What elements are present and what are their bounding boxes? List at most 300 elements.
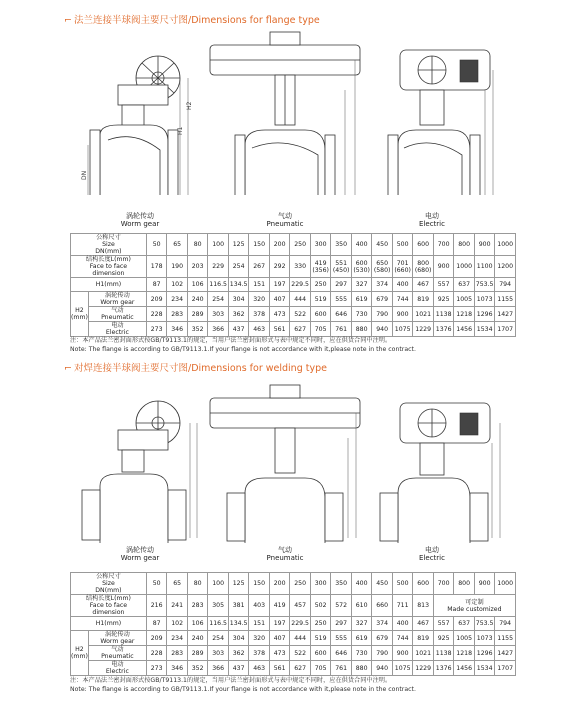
cell-line: Face to face (89, 263, 128, 270)
h2-cell: 790 (372, 646, 393, 661)
h2-cell: 1138 (433, 646, 454, 661)
cell-line: 结构长度L(mm) (85, 256, 131, 263)
h2-cell: 366 (208, 661, 229, 676)
h2-cell: 679 (372, 292, 393, 307)
h2-cell: 555 (331, 292, 352, 307)
h2-cell: 1075 (392, 322, 413, 337)
h2-sub-header (88, 322, 146, 337)
h2-cell: 273 (146, 322, 167, 337)
face-cell (331, 256, 352, 278)
h2-cell: 555 (331, 631, 352, 646)
h2-cell: 627 (290, 322, 311, 337)
face-cell: 241 (167, 595, 188, 617)
h2-cell: 519 (310, 631, 331, 646)
size-cell: 200 (269, 234, 290, 256)
h2-cell: 925 (433, 292, 454, 307)
h2-cell: 1229 (413, 661, 434, 676)
pneumatic-welding-drawing (210, 385, 360, 543)
h2-cell: 600 (310, 307, 331, 322)
h2-header (71, 292, 89, 337)
h2-cell: 473 (269, 307, 290, 322)
size-row (71, 573, 516, 595)
h2-cell: 228 (146, 646, 167, 661)
h2-cell: 1376 (433, 322, 454, 337)
h2-row (71, 646, 516, 661)
h2-cell: 254 (208, 292, 229, 307)
h2-cell: 444 (290, 292, 311, 307)
h2-cell: 744 (392, 631, 413, 646)
h2-cell: 819 (413, 631, 434, 646)
h2-cell: 561 (269, 661, 290, 676)
h2-cell: 1376 (433, 661, 454, 676)
h1-cell: 297 (331, 278, 352, 292)
dim-h2-label: H2 (186, 101, 193, 110)
h1-cell: 151 (249, 617, 270, 631)
size-cell: 800 (454, 234, 475, 256)
h1-cell: 327 (351, 617, 372, 631)
h1-header: H1(mm) (71, 617, 147, 631)
h1-cell: 557 (433, 278, 454, 292)
h1-cell: 197 (269, 617, 290, 631)
h2-cell: 1707 (495, 661, 516, 676)
h2-cell: 304 (228, 292, 249, 307)
h2-cell: 362 (228, 646, 249, 661)
h2-cell: 646 (331, 307, 352, 322)
cell-line: dimension (92, 270, 125, 277)
face-cell: 216 (146, 595, 167, 617)
size-header (71, 573, 147, 595)
h1-cell: 400 (392, 617, 413, 631)
cell-line: Electric (105, 329, 129, 336)
cell-line: (mm) (71, 314, 88, 321)
h1-cell: 116.5 (208, 617, 229, 631)
h1-cell: 467 (413, 617, 434, 631)
electric-flange-drawing (388, 50, 493, 195)
h2-cell: 1138 (433, 307, 454, 322)
caption-en: Electric (419, 220, 445, 228)
h2-cell: 744 (392, 292, 413, 307)
h2-header (71, 631, 89, 676)
h2-cell: 761 (331, 322, 352, 337)
note-cn: 注：本产品法兰密封面形式按GB/T9113.1的规定，当用户法兰密封面形式与表中规定不同时，应在供货合同中注明。 (70, 677, 392, 684)
face-cell (351, 256, 372, 278)
section-mark-icon: ⌐ (64, 363, 72, 374)
h2-cell: 1155 (495, 292, 516, 307)
cell-line: (450) (332, 266, 350, 274)
h2-cell: 1073 (474, 292, 495, 307)
cell-line: 电动 (111, 322, 124, 329)
h2-cell: 289 (187, 646, 208, 661)
cell-line: 公称尺寸 (96, 573, 121, 580)
h2-sub-header (88, 307, 146, 322)
h2-cell: 705 (310, 661, 331, 676)
size-cell: 450 (372, 573, 393, 595)
face-row (71, 595, 516, 617)
h1-cell: 229.5 (290, 617, 311, 631)
h2-row (71, 631, 516, 646)
note-en: Note: The flange is according to GB/T9113.1.If your flange is not accordance with it,please note in the contract. (70, 346, 416, 353)
h1-cell: 151 (249, 278, 270, 292)
cell-line: 551 (335, 259, 348, 267)
cell-line: 701 (396, 259, 409, 267)
h2-cell: 1296 (474, 646, 495, 661)
h2-cell: 1296 (474, 307, 495, 322)
size-cell: 65 (167, 573, 188, 595)
h1-cell: 106 (187, 278, 208, 292)
h2-cell: 1229 (413, 322, 434, 337)
caption-en: Electric (419, 554, 445, 562)
face-cell: 900 (433, 256, 454, 278)
h1-cell: 400 (392, 278, 413, 292)
h2-cell: 378 (249, 307, 270, 322)
h2-cell: 283 (167, 646, 188, 661)
caption-en: Worm gear (120, 554, 160, 562)
face-cell: 190 (167, 256, 188, 278)
size-cell: 1000 (495, 234, 516, 256)
size-cell: 200 (269, 573, 290, 595)
h2-sub-header (88, 646, 146, 661)
h1-row (71, 278, 516, 292)
h2-cell: 730 (351, 646, 372, 661)
caption-electric (392, 212, 472, 228)
h2-cell: 790 (372, 307, 393, 322)
note-en: Note: The flange is according to GB/T9113.1.If your flange is not accordance with it,please note in the contract. (70, 686, 416, 693)
welding-note (70, 676, 416, 694)
caption-pneumatic (245, 212, 325, 228)
face-cell: 403 (249, 595, 270, 617)
h2-cell: 240 (187, 631, 208, 646)
flange-title-text: 法兰连接半球阀主要尺寸图/Dimensions for flange type (74, 15, 320, 26)
size-cell: 100 (208, 573, 229, 595)
face-header (71, 256, 147, 278)
h1-cell: 297 (331, 617, 352, 631)
h2-cell: 646 (331, 646, 352, 661)
caption-worm-gear (100, 212, 180, 228)
h2-cell: 1021 (413, 646, 434, 661)
h1-cell: 134.5 (228, 278, 249, 292)
h2-row (71, 661, 516, 676)
h2-cell: 925 (433, 631, 454, 646)
cell-line: DN(mm) (95, 248, 122, 255)
h1-cell: 102 (167, 617, 188, 631)
h2-cell: 1534 (474, 661, 495, 676)
welding-section-title (64, 360, 327, 374)
face-cell (310, 256, 331, 278)
cell-line: Pneumatic (101, 653, 134, 660)
face-cell: 1200 (495, 256, 516, 278)
h1-cell: 250 (310, 617, 331, 631)
h2-cell: 679 (372, 631, 393, 646)
h2-cell: 473 (269, 646, 290, 661)
cell-line: H2 (75, 307, 84, 314)
size-cell: 800 (454, 573, 475, 595)
size-cell: 150 (249, 573, 270, 595)
h2-cell: 1075 (392, 661, 413, 676)
h1-cell: 374 (372, 278, 393, 292)
h1-cell: 250 (310, 278, 331, 292)
h2-cell: 463 (249, 322, 270, 337)
size-cell: 250 (290, 573, 311, 595)
face-cell: 381 (228, 595, 249, 617)
h2-cell: 352 (187, 322, 208, 337)
size-cell: 125 (228, 234, 249, 256)
cell-line: 可定制 (465, 598, 484, 606)
h2-cell: 1427 (495, 307, 516, 322)
h1-cell: 637 (454, 617, 475, 631)
h2-cell: 1005 (454, 631, 475, 646)
face-row (71, 256, 516, 278)
h1-cell: 197 (269, 278, 290, 292)
cell-line: Pneumatic (101, 314, 134, 321)
cell-line: Size (102, 241, 115, 248)
h2-sub-header (88, 631, 146, 646)
h2-cell: 304 (228, 631, 249, 646)
cell-line: H2 (75, 646, 84, 653)
custom-cell (433, 595, 515, 617)
h1-cell: 102 (167, 278, 188, 292)
face-cell: 1000 (454, 256, 475, 278)
cell-line: (356) (312, 266, 329, 274)
caption-worm-gear (100, 546, 180, 562)
h2-cell: 463 (249, 661, 270, 676)
size-cell: 600 (413, 573, 434, 595)
h1-cell: 753.5 (474, 278, 495, 292)
size-cell: 250 (290, 234, 311, 256)
h2-cell: 362 (228, 307, 249, 322)
cell-line: (530) (353, 266, 370, 274)
size-cell: 50 (146, 234, 167, 256)
face-cell: 711 (392, 595, 413, 617)
h2-cell: 407 (269, 292, 290, 307)
face-header (71, 595, 147, 617)
h1-cell: 87 (146, 617, 167, 631)
h2-cell: 320 (249, 292, 270, 307)
size-cell: 300 (310, 234, 331, 256)
size-cell: 500 (392, 234, 413, 256)
cell-line: (580) (373, 266, 391, 274)
cell-line: (mm) (71, 653, 88, 660)
h2-cell: 619 (351, 292, 372, 307)
h2-cell: 730 (351, 307, 372, 322)
caption-en: Pneumatic (266, 554, 304, 562)
size-cell: 900 (474, 234, 495, 256)
face-cell: 419 (269, 595, 290, 617)
h1-cell: 753.5 (474, 617, 495, 631)
h1-cell: 327 (351, 278, 372, 292)
h2-cell: 519 (310, 292, 331, 307)
h2-cell: 1218 (454, 646, 475, 661)
face-cell: 292 (269, 256, 290, 278)
cell-line: 气动 (111, 307, 124, 314)
electric-welding-drawing (380, 403, 500, 543)
cell-line: 419 (314, 259, 327, 267)
h1-cell: 557 (433, 617, 454, 631)
cell-line: DN(mm) (95, 587, 122, 594)
size-cell: 80 (187, 573, 208, 595)
h2-cell: 1456 (454, 322, 475, 337)
h2-cell: 437 (228, 322, 249, 337)
worm-gear-flange-drawing (81, 56, 193, 195)
size-cell: 450 (372, 234, 393, 256)
flange-dimension-table (70, 233, 516, 337)
caption-cn: 涡轮传动 (126, 212, 154, 220)
cell-line: 气动 (111, 646, 124, 653)
h1-cell: 106 (187, 617, 208, 631)
h2-cell: 561 (269, 322, 290, 337)
size-cell: 150 (249, 234, 270, 256)
face-cell: 267 (249, 256, 270, 278)
h1-cell: 229.5 (290, 278, 311, 292)
face-cell (413, 256, 434, 278)
h2-cell: 522 (290, 646, 311, 661)
h2-cell: 1021 (413, 307, 434, 322)
face-cell: 254 (228, 256, 249, 278)
h2-cell: 940 (372, 661, 393, 676)
cell-line: 涡轮传动 (105, 292, 130, 299)
cell-line: 涡轮传动 (105, 631, 130, 638)
cell-line: (660) (394, 266, 411, 274)
size-row (71, 234, 516, 256)
size-cell: 125 (228, 573, 249, 595)
h2-cell: 1707 (495, 322, 516, 337)
cell-line: dimension (92, 609, 125, 616)
caption-cn: 气动 (278, 546, 292, 554)
size-cell: 700 (433, 573, 454, 595)
caption-pneumatic (245, 546, 325, 562)
h2-cell: 819 (413, 292, 434, 307)
h2-row (71, 307, 516, 322)
h1-cell: 116.5 (208, 278, 229, 292)
size-cell: 900 (474, 573, 495, 595)
caption-electric (392, 546, 472, 562)
pneumatic-flange-drawing (210, 32, 360, 195)
size-cell: 400 (351, 573, 372, 595)
h1-row (71, 617, 516, 631)
h2-cell: 627 (290, 661, 311, 676)
face-cell: 330 (290, 256, 311, 278)
face-cell: 283 (187, 595, 208, 617)
size-cell: 350 (331, 573, 352, 595)
cell-line: 600 (355, 259, 368, 267)
face-cell: 457 (290, 595, 311, 617)
face-cell: 660 (372, 595, 393, 617)
cell-line: Face to face (89, 602, 128, 609)
h2-cell: 234 (167, 631, 188, 646)
h2-sub-header (88, 292, 146, 307)
h2-cell: 209 (146, 292, 167, 307)
size-cell: 350 (331, 234, 352, 256)
face-cell: 203 (187, 256, 208, 278)
h2-cell: 705 (310, 322, 331, 337)
cell-line: 电动 (111, 661, 124, 668)
h2-cell: 228 (146, 307, 167, 322)
h2-cell: 900 (392, 646, 413, 661)
caption-cn: 电动 (425, 212, 439, 220)
caption-cn: 气动 (278, 212, 292, 220)
h1-cell: 794 (495, 617, 516, 631)
h2-row (71, 322, 516, 337)
h2-sub-header (88, 661, 146, 676)
h2-cell: 600 (310, 646, 331, 661)
welding-title-text: 对焊连接半球阀主要尺寸图/Dimensions for welding type (74, 363, 327, 374)
welding-dimension-table (70, 572, 516, 676)
cell-line: (680) (414, 266, 432, 274)
cell-line: Electric (105, 668, 129, 675)
h2-row (71, 292, 516, 307)
cell-line: 800 (417, 259, 430, 267)
h1-cell: 637 (454, 278, 475, 292)
h2-cell: 254 (208, 631, 229, 646)
size-cell: 700 (433, 234, 454, 256)
h2-cell: 880 (351, 661, 372, 676)
h2-cell: 619 (351, 631, 372, 646)
h2-cell: 283 (167, 307, 188, 322)
size-cell: 600 (413, 234, 434, 256)
h2-cell: 522 (290, 307, 311, 322)
caption-en: Pneumatic (266, 220, 304, 228)
dim-dn-label: DN (81, 170, 88, 180)
size-cell: 1000 (495, 573, 516, 595)
cell-line: Worm gear (100, 299, 135, 306)
h2-cell: 1155 (495, 631, 516, 646)
cell-line: Made customized (447, 605, 502, 613)
h2-cell: 900 (392, 307, 413, 322)
h1-cell: 134.5 (228, 617, 249, 631)
h1-cell: 87 (146, 278, 167, 292)
h1-cell: 374 (372, 617, 393, 631)
face-cell: 502 (310, 595, 331, 617)
h2-cell: 1456 (454, 661, 475, 676)
h2-cell: 240 (187, 292, 208, 307)
face-cell (392, 256, 413, 278)
size-cell: 500 (392, 573, 413, 595)
caption-cn: 电动 (425, 546, 439, 554)
h1-cell: 467 (413, 278, 434, 292)
h2-cell: 346 (167, 322, 188, 337)
h2-cell: 940 (372, 322, 393, 337)
h2-cell: 346 (167, 661, 188, 676)
h2-cell: 303 (208, 307, 229, 322)
face-cell: 813 (413, 595, 434, 617)
size-cell: 80 (187, 234, 208, 256)
face-cell: 1100 (474, 256, 495, 278)
h2-cell: 234 (167, 292, 188, 307)
h2-cell: 273 (146, 661, 167, 676)
cell-line: 650 (376, 259, 389, 267)
caption-en: Worm gear (120, 220, 160, 228)
h2-cell: 1005 (454, 292, 475, 307)
h2-cell: 1218 (454, 307, 475, 322)
face-cell: 572 (331, 595, 352, 617)
h2-cell: 407 (269, 631, 290, 646)
size-cell: 50 (146, 573, 167, 595)
h2-cell: 1534 (474, 322, 495, 337)
face-cell (372, 256, 393, 278)
h2-cell: 352 (187, 661, 208, 676)
welding-drawings (60, 378, 530, 543)
cell-line: 结构长度L(mm) (85, 595, 131, 602)
h2-cell: 1073 (474, 631, 495, 646)
dim-h1-label: H1 (177, 126, 184, 135)
face-cell: 229 (208, 256, 229, 278)
h2-cell: 761 (331, 661, 352, 676)
h1-header: H1(mm) (71, 278, 147, 292)
h1-cell: 794 (495, 278, 516, 292)
flange-note (70, 336, 416, 354)
cell-line: 公称尺寸 (96, 234, 121, 241)
size-cell: 300 (310, 573, 331, 595)
h2-cell: 1427 (495, 646, 516, 661)
